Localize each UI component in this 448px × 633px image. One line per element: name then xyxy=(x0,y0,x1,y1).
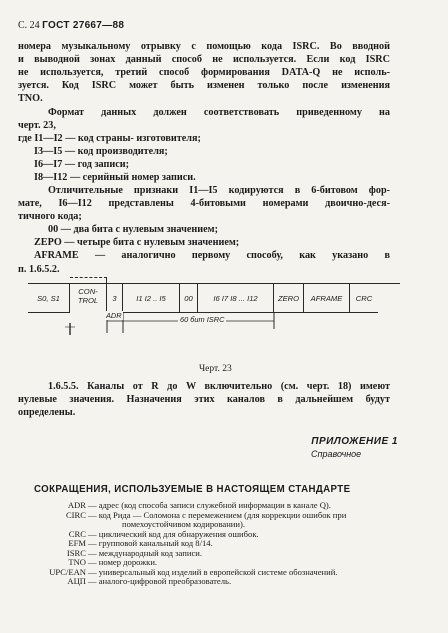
format-paragraph xyxy=(18,106,390,185)
text-line: мате, I6—I12 представлены 4-битовыми номерами двоично-деся- xyxy=(18,198,390,210)
text-line: зуется. Код ISRC может быть изменен только после изменения xyxy=(18,80,390,92)
text-line: TNO. xyxy=(18,93,43,105)
abbr-value: — международный код записи. xyxy=(88,547,203,558)
list-item: I3—I5 — код производителя; xyxy=(34,146,168,158)
abbr-row xyxy=(18,577,390,587)
abbreviations-title: СОКРАЩЕНИЯ, ИСПОЛЬЗУЕМЫЕ В НАСТОЯЩЕМ СТАНДАРТЕ xyxy=(34,484,351,495)
abbr-key: ISRC xyxy=(66,547,86,558)
field-i6-i12: I6 I7 I8 ... I12 xyxy=(198,283,274,313)
list-item: 00 — два бита с нулевым значением; xyxy=(48,224,218,236)
appendix-subtitle: Справочное xyxy=(311,449,362,459)
abbr-value: — код Рида — Соломона с перемежением (для коррекции ошибок при xyxy=(88,509,347,520)
text-line: тичного кода; xyxy=(18,211,82,223)
text-line: AFRAME — аналогично первому способу, как указано в xyxy=(34,250,390,262)
abbr-key: ADR xyxy=(67,500,86,510)
isrc-bits-label: 60 бит ISRC xyxy=(180,315,225,324)
page-number: С. 24 xyxy=(18,20,40,31)
features-paragraph xyxy=(18,184,390,276)
abbr-value: — универсальный код изделий в европейской системе обозначений. xyxy=(88,566,338,577)
text-line: не используется, третий способ формирования DATA-Q не исполь- xyxy=(18,67,390,79)
list-item: где I1—I2 — код страны- изготовителя; xyxy=(18,133,201,145)
frame-diagram xyxy=(28,277,400,347)
text-line: Формат данных должен соответствовать приведенному на xyxy=(48,107,390,118)
abbr-value: — аналого-цифровой преобразователь. xyxy=(88,576,232,586)
list-item: I6—I7 — год записи; xyxy=(34,159,130,171)
text-line: 1.6.5.5. Каналы от R до W включительно (см. черт. 18) имеют xyxy=(48,381,390,392)
diagram-lines xyxy=(28,277,400,347)
field-zero: ZERO xyxy=(274,283,304,313)
abbr-continuation: помехоустойчивом кодировании). xyxy=(122,519,246,529)
field-3: 3 xyxy=(107,283,123,313)
text-line: номера музыкальному отрывку с помощью кода ISRC. Во вводной xyxy=(18,41,390,52)
abbr-key: CIRC xyxy=(65,509,86,520)
field-aframe: AFRAME xyxy=(304,283,350,313)
text-line: черт. 23, xyxy=(18,120,56,132)
field-s0-s1: S0, S1 xyxy=(28,283,70,313)
text-line: и выводной зонах данный способ не используется. Если код ISRC xyxy=(18,54,390,66)
abbr-key: EFM xyxy=(68,538,86,548)
field-00: 00 xyxy=(180,283,198,313)
appendix-title: ПРИЛОЖЕНИЕ 1 xyxy=(311,436,398,447)
abbr-key: UPC/EAN xyxy=(49,566,86,577)
intro-paragraph xyxy=(18,40,390,105)
text-line: определены. xyxy=(18,407,76,419)
text-line: нулевые значения. Назначения этих каналов в дальнейшем будут xyxy=(18,394,390,406)
field-crc: CRC xyxy=(350,283,378,313)
abbr-value: — номер дорожки. xyxy=(88,557,158,567)
abbr-key: CRC xyxy=(68,528,86,539)
abbreviations-list xyxy=(18,501,390,587)
list-item: ZEPO — четыре бита с нулевым значением; xyxy=(34,237,240,249)
abbr-value: — циклический код для обнаружения ошибок. xyxy=(88,528,259,539)
field-control: CON-TROL xyxy=(70,277,107,313)
text-line: п. 1.6.5.2. xyxy=(18,263,60,275)
field-i1-i5: I1 I2 .. I5 xyxy=(123,283,180,313)
abbr-value: — групповой канальный код 8/14. xyxy=(88,538,213,548)
standard-number: ГОСТ 27667—88 xyxy=(42,20,125,31)
abbr-value: — адрес (код способа записи служебной информации в канале Q). xyxy=(88,500,331,510)
page-header xyxy=(18,20,124,31)
adr-label: ADR xyxy=(106,311,122,320)
section-paragraph xyxy=(18,380,390,419)
text-line: Отличительные признаки I1—I5 кодируются в 6-битовом фор- xyxy=(48,185,390,196)
abbr-key: АЦП xyxy=(67,576,86,586)
list-item: I8—I12 — серийный номер записи. xyxy=(34,172,196,184)
abbr-key: TNO xyxy=(68,557,86,567)
figure-caption: Черт. 23 xyxy=(199,364,232,374)
